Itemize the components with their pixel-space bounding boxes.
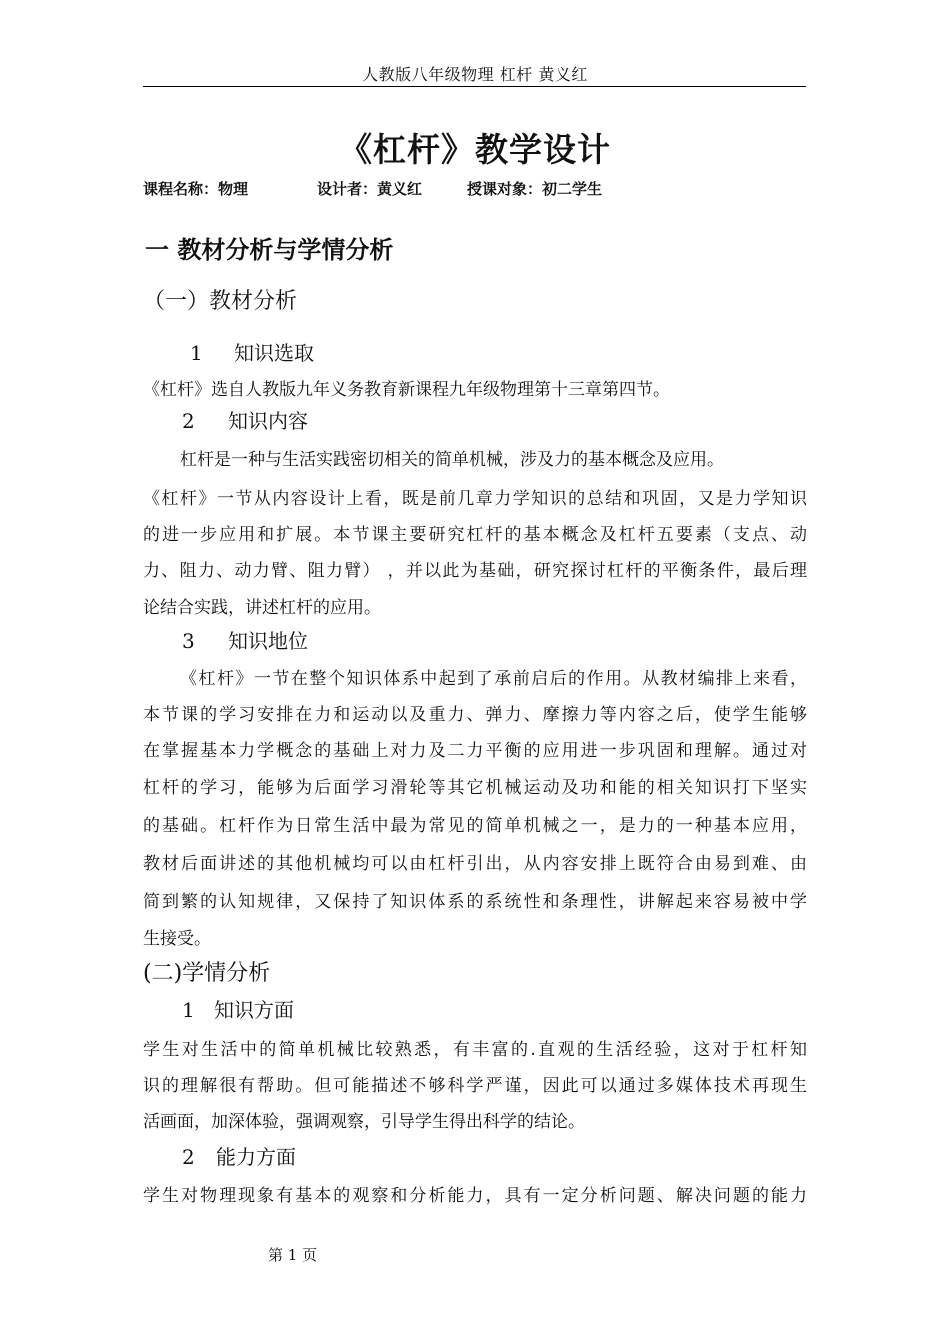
paragraph-line: 论结合实践，讲述杠杆的应用。 xyxy=(143,598,381,618)
item-heading-knowledge-position xyxy=(182,625,308,654)
running-header: 人教版八年级物理 杠杆 黄义红 xyxy=(362,65,588,84)
item-title: 能力方面 xyxy=(216,1145,296,1169)
subsection-heading-textbook: （一）教材分析 xyxy=(143,289,298,314)
header-rule xyxy=(143,86,806,87)
item-title: 知识方面 xyxy=(214,998,294,1022)
item-heading-knowledge-aspect xyxy=(182,994,294,1023)
paragraph-line: 教材后面讲述的其他机械均可以由杠杆引出，从内容安排上既符合由易到难、由 xyxy=(143,854,807,874)
paragraph-line: 《杠杆》一节在整个知识体系中起到了承前启后的作用。从教材编排上来看， xyxy=(180,669,807,689)
paragraph-line: 《杠杆》一节从内容设计上看，既是前几章力学知识的总结和巩固，又是力学知识 xyxy=(143,489,807,509)
paragraph-line: 活画面，加深体验，强调观察，引导学生得出科学的结论。 xyxy=(143,1112,585,1132)
paragraph-line: 杠杆的学习，能够为后面学习滑轮等其它机械运动及功和能的相关知识打下坚实 xyxy=(143,778,807,798)
item-heading-knowledge-content xyxy=(182,405,308,434)
item-title: 知识选取 xyxy=(234,341,314,365)
item-number: 2 xyxy=(182,1145,195,1169)
subsection-heading-student-analysis: (二)学情分析 xyxy=(143,961,271,986)
item-title: 知识内容 xyxy=(228,409,308,433)
item-title: 知识地位 xyxy=(228,629,308,653)
paragraph-line: 生接受。 xyxy=(143,929,211,949)
paragraph-line: 杠杆是一种与生活实践密切相关的简单机械，涉及力的基本概念及应用。 xyxy=(180,450,724,470)
paragraph-line: 力、阻力、动力臂、阻力臂） ，并以此为基础，研究探讨杠杆的平衡条件，最后理 xyxy=(143,561,807,581)
item-number: 3 xyxy=(182,629,195,653)
item-number: 2 xyxy=(182,409,195,433)
meta-course: 课程名称：物理 xyxy=(143,180,249,198)
paragraph-line: 识的理解很有帮助。但可能描述不够科学严谨，因此可以通过多媒体技术再现生 xyxy=(143,1076,807,1096)
paragraph-line: 《杠杆》选自人教版九年义务教育新课程九年级物理第十三章第四节。 xyxy=(143,380,670,400)
item-number: 1 xyxy=(182,998,195,1022)
paragraph-line: 学生对物理现象有基本的观察和分析能力，具有一定分析问题、解决问题的能力 xyxy=(143,1186,807,1206)
meta-designer: 设计者：黄义红 xyxy=(317,180,423,198)
paragraph-line: 在掌握基本力学概念的基础上对力及二力平衡的应用进一步巩固和理解。通过对 xyxy=(143,741,807,761)
item-heading-ability-aspect xyxy=(182,1141,296,1170)
paragraph-line: 本节课的学习安排在力和运动以及重力、弹力、摩擦力等内容之后，使学生能够 xyxy=(143,705,807,725)
paragraph-line: 的基础。杠杆作为日常生活中最为常见的简单机械之一，是力的一种基本应用， xyxy=(143,816,807,836)
section-heading-1: 一 教材分析与学情分析 xyxy=(145,236,394,264)
page-number: 第 1 页 xyxy=(268,1246,318,1264)
paragraph-line: 的进一步应用和扩展。本节课主要研究杠杆的基本概念及杠杆五要素（支点、动 xyxy=(143,525,807,545)
document-title: 《杠杆》教学设计 xyxy=(339,130,611,169)
meta-audience: 授课对象：初二学生 xyxy=(467,180,603,198)
item-heading-knowledge-selection xyxy=(190,337,314,366)
item-number: 1 xyxy=(190,341,203,365)
paragraph-line: 简到繁的认知规律，又保持了知识体系的系统性和条理性，讲解起来容易被中学 xyxy=(143,892,807,912)
paragraph-line: 学生对生活中的简单机械比较熟悉，有丰富的.直观的生活经验，这对于杠杆知 xyxy=(143,1040,807,1060)
